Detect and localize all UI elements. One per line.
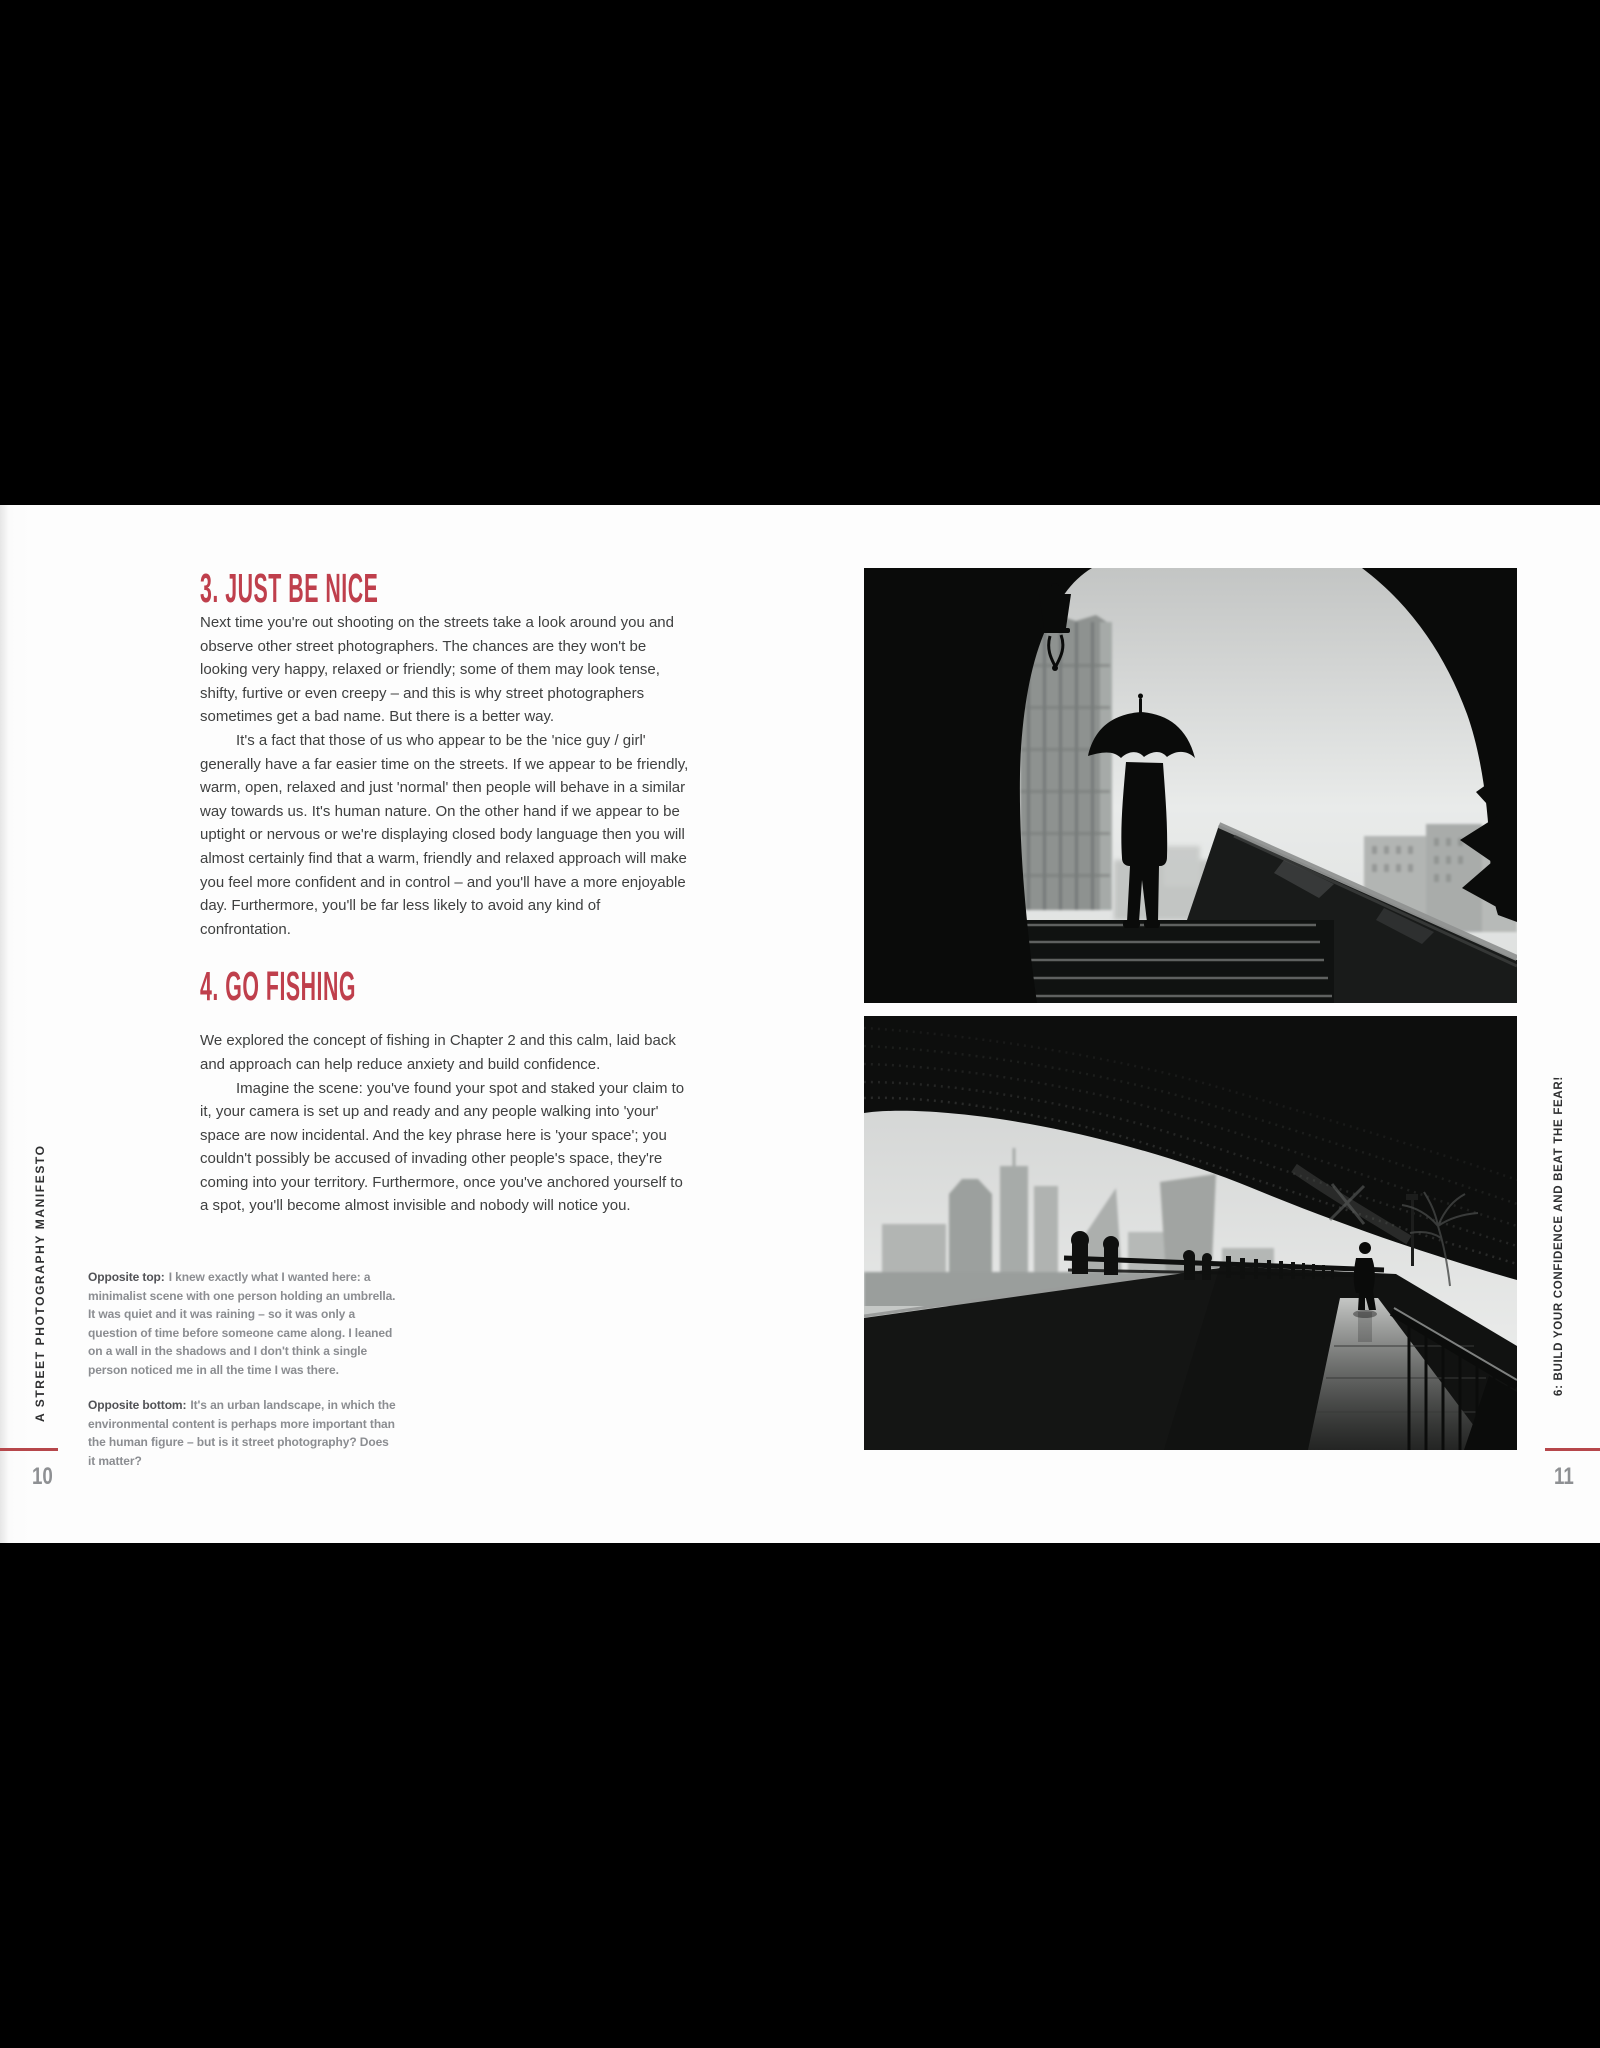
photo-under-bridge-skyline <box>864 1016 1517 1450</box>
paragraph: Imagine the scene: you've found your spot and staked your claim to it, your camera is set up and ready and any people walking into 'your' space are now incidental. And the key phrase here is 'your space'; you couldn't possibly be accused of invading other people's space, they're coming into your territory. Furthermore, once you've anchored yourself to a spot, you'll become almost invisible and nobody will notice you. <box>200 1079 685 1215</box>
section-heading-just-be-nice: 3. JUST BE NICE <box>200 565 379 611</box>
photo-under-bridge-art <box>864 1016 1517 1450</box>
caption-text: It's an urban landscape, in which the environmental content is perhaps more important than the human figure – but is it street photography? Does it matter? <box>88 1398 396 1468</box>
caption-opposite-top <box>88 1268 396 1379</box>
section-heading-go-fishing: 4. GO FISHING <box>200 963 357 1010</box>
caption-label: Opposite top: <box>88 1270 165 1284</box>
paragraph: We explored the concept of fishing in Chapter 2 and this calm, laid back and approach can help reduce anxiety and build confidence. <box>200 1032 676 1073</box>
caption-opposite-bottom <box>88 1396 396 1470</box>
photo-umbrella-bridge <box>864 568 1517 1003</box>
chapter-spine-text: 6: BUILD YOUR CONFIDENCE AND BEAT THE FEAR! <box>1553 1076 1565 1396</box>
paragraph: Next time you're out shooting on the streets take a look around you and observe other street photographers. The chances are they won't be looking very happy, relaxed or friendly; some of them may look tense, shifty, furtive or even creepy – and this is why street photographers sometimes get a bad name. But there is a better way. <box>200 614 674 726</box>
paragraph: It's a fact that those of us who appear to be the 'nice guy / girl' generally have a far easier time on the streets. If we appear to be friendly, warm, open, relaxed and just 'normal' then people will behave in a similar way towards us. It's human nature. On the other hand if we appear to be uptight or nervous or we're displaying closed body language then you will almost certainly find that a warm, friendly and relaxed approach will make you feel more confident and in control – and you'll have a more enjoyable day. Furthermore, you'll be far less likely to avoid any kind of confrontation. <box>200 731 689 938</box>
red-rule-right <box>1545 1448 1600 1451</box>
book-title-spine-text: A STREET PHOTOGRAPHY MANIFESTO <box>33 1144 47 1422</box>
caption-label: Opposite bottom: <box>88 1398 187 1412</box>
photo-umbrella-bridge-art <box>864 568 1517 1003</box>
red-rule-left <box>0 1448 58 1451</box>
page-number-right: 11 <box>1554 1463 1574 1490</box>
book-spread <box>0 505 1600 1543</box>
page-number-left: 10 <box>32 1463 53 1490</box>
caption-text: I knew exactly what I wanted here: a minimalist scene with one person holding an umbrella. It was quiet and it was raining – so it was only a question of time before someone came along. I leaned on a wall in the shadows and I don't think a single person noticed me in all the time I was there. <box>88 1270 396 1377</box>
left-page-text-column <box>200 565 692 1218</box>
